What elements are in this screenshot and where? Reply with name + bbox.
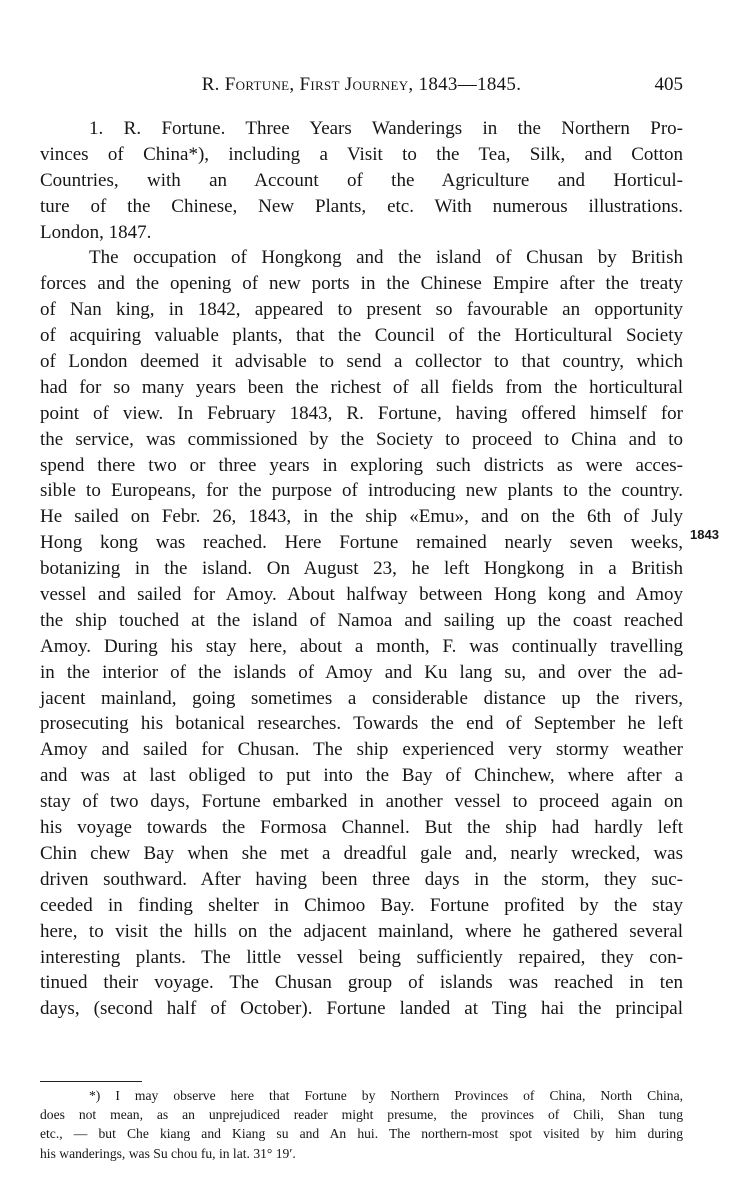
footnote-divider bbox=[40, 1081, 142, 1082]
entry-line: 1. R. Fortune. Three Years Wanderings in the Northern Pro- bbox=[89, 118, 683, 139]
body-line: in the interior of the islands of Amoy and Ku lang su, and over the ad- bbox=[40, 661, 683, 683]
body-line: interesting plants. The little vessel being sufficiently repaired, they con- bbox=[40, 946, 683, 968]
body-line: days, (second half of October). Fortune landed at Ting hai the principal bbox=[40, 998, 683, 1020]
entry-line: vinces of China*), including a Visit to the Tea, Silk, and Cotton bbox=[40, 143, 683, 165]
body-line: Amoy. During his stay here, about a month, F. was continually travelling bbox=[40, 635, 683, 657]
entry-line: London, 1847. bbox=[40, 221, 152, 243]
body-line: forces and the opening of new ports in the Chinese Empire after the treaty bbox=[40, 273, 683, 295]
body-line: tinued their voyage. The Chusan group of islands was reached in ten bbox=[40, 972, 683, 994]
margin-year-note: 1843 bbox=[690, 527, 719, 542]
footnote-line: etc., — but Che kiang and Kiang su and An hui. The northern-most spot visited by him during bbox=[40, 1126, 683, 1142]
body-line: driven southward. After having been three days in the storm, they suc- bbox=[40, 868, 683, 890]
body-line: of acquiring valuable plants, that the Council of the Horticultural Society bbox=[40, 325, 683, 347]
body-line: here, to visit the hills on the adjacent mainland, where he gathered several bbox=[40, 920, 683, 942]
body-line: jacent mainland, going sometimes a considerable distance up the rivers, bbox=[40, 687, 683, 709]
body-line: point of view. In February 1843, R. Fortune, having offered himself for bbox=[40, 402, 683, 424]
body-line: the service, was commissioned by the Society to proceed to China and to bbox=[40, 428, 683, 450]
body-line: He sailed on Febr. 26, 1843, in the ship «Emu», and on the 6th of July bbox=[40, 506, 683, 528]
body-line: spend there two or three years in exploring such districts as were acces- bbox=[40, 454, 683, 476]
body-line: Amoy and sailed for Chusan. The ship experienced very stormy weather bbox=[40, 739, 683, 761]
page-number: 405 bbox=[654, 74, 683, 95]
running-title: R. Fortune, First Journey, 1843—1845. bbox=[201, 74, 522, 95]
footnotes bbox=[40, 1086, 683, 1163]
entry-line: Countries, with an Account of the Agriculture and Horticul- bbox=[40, 169, 683, 191]
footnote-line: his wanderings, was Su chou fu, in lat. 31° 19′. bbox=[40, 1145, 296, 1161]
body-line: and was at last obliged to put into the Bay of Chinchew, where after a bbox=[40, 765, 683, 787]
body-line: sible to Europeans, for the purpose of introducing new plants to the country. bbox=[40, 480, 683, 502]
body-line: his voyage towards the Formosa Channel. But the ship had hardly left bbox=[40, 817, 683, 839]
body-line: of London deemed it advisable to send a collector to that country, which bbox=[40, 351, 683, 373]
body-line: Hong kong was reached. Here Fortune remained nearly seven weeks, bbox=[40, 532, 683, 554]
body-line: prosecuting his botanical researches. Towards the end of September he left bbox=[40, 713, 683, 735]
body-line: stay of two days, Fortune embarked in another vessel to proceed again on bbox=[40, 791, 683, 813]
footnote-line: *) I may observe here that Fortune by Northern Provinces of China, North China, bbox=[89, 1088, 683, 1103]
main-text bbox=[40, 116, 683, 1022]
body-line: botanizing in the island. On August 23, he left Hongkong in a British bbox=[40, 558, 683, 580]
entry-line: ture of the Chinese, New Plants, etc. With numerous illustrations. bbox=[40, 195, 683, 217]
body-line: vessel and sailed for Amoy. About halfway between Hong kong and Amoy bbox=[40, 584, 683, 606]
body-line: the ship touched at the island of Namoa and sailing up the coast reached bbox=[40, 609, 683, 631]
footnote-line: does not mean, as an unprejudiced reader might presume, the provinces of Chili, Shan tung bbox=[40, 1107, 683, 1123]
body-line: Chin chew Bay when she met a dreadful gale and, nearly wrecked, was bbox=[40, 842, 683, 864]
page-header bbox=[40, 74, 683, 102]
body-line: ceeded in finding shelter in Chimoo Bay. Fortune profited by the stay bbox=[40, 894, 683, 916]
body-line: The occupation of Hongkong and the island of Chusan by British bbox=[89, 247, 683, 269]
body-line: of Nan king, in 1842, appeared to present so favourable an opportunity bbox=[40, 299, 683, 321]
body-line: had for so many years been the richest of all fields from the horticultural bbox=[40, 376, 683, 398]
